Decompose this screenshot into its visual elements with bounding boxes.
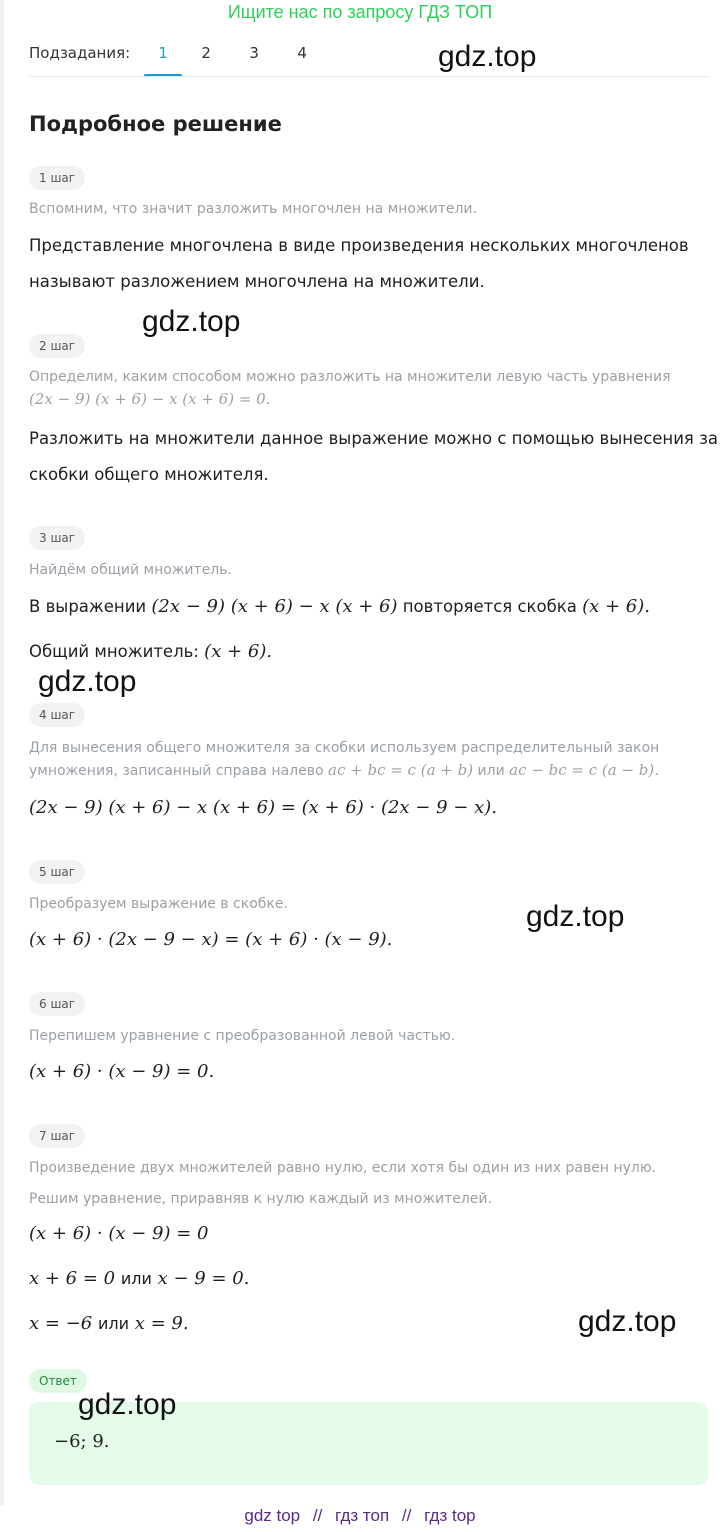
step-3-note: Найдём общий множитель.	[29, 562, 232, 578]
step-7-eq2-left: x + 6 = 0	[29, 1268, 116, 1289]
tab-subtask-2[interactable]: 2	[201, 44, 211, 62]
search-banner[interactable]: Ищите нас по запросу ГДЗ ТОП	[227, 2, 493, 22]
footer-links	[0, 1506, 720, 1526]
step-4-note-line-1: Для вынесения общего множителя за скобки используем распределительный закон	[29, 740, 660, 756]
step-7-eq2-or: или	[120, 1269, 152, 1288]
step-4-note	[29, 737, 659, 782]
watermark-1: gdz.top	[438, 40, 537, 73]
step-7-equation-2	[29, 1268, 249, 1289]
step-4-law-2: ac − bc = c (a − b).	[509, 761, 659, 779]
step-3-prefix: В выражении	[29, 597, 147, 616]
watermark-4: gdz.top	[526, 900, 625, 933]
tab-subtask-1[interactable]: 1	[144, 44, 182, 62]
subtasks-nav	[29, 44, 326, 62]
step-7-eq3-left: x = −6	[29, 1313, 93, 1334]
step-6-note: Перепишем уравнение с преобразованной левой частью.	[29, 1028, 456, 1044]
footer-link-2[interactable]: гдз топ	[335, 1506, 390, 1525]
step-2-badge: 2 шаг	[29, 334, 85, 358]
step-4-badge: 4 шаг	[29, 703, 85, 727]
step-7-badge: 7 шаг	[29, 1124, 85, 1148]
step-7-eq3-or: или	[97, 1314, 129, 1333]
step-2-line-2: скобки общего множителя.	[29, 465, 269, 484]
step-5-equation: (x + 6) · (2x − 9 − x) = (x + 6) · (x − 9).	[29, 929, 393, 950]
watermark-2: gdz.top	[142, 305, 241, 338]
watermark-6: gdz.top	[78, 1388, 177, 1421]
step-3-common-label: Общий множитель:	[29, 642, 199, 661]
tab-subtask-3[interactable]: 3	[249, 44, 259, 62]
step-3-text-a	[29, 589, 650, 625]
answer-value: −6; 9.	[54, 1431, 110, 1452]
step-3-mid: повторяется скобка	[402, 597, 577, 616]
subtasks-label: Подзадания:	[29, 44, 131, 62]
step-1-note: Вспомним, что значит разложить многочлен на множители.	[29, 201, 477, 217]
step-5-note: Преобразуем выражение в скобке.	[29, 896, 288, 912]
step-4-note-line-2	[29, 759, 659, 782]
step-2-text	[29, 421, 718, 493]
step-2-line-1: Разложить на множители данное выражение можно с помощью вынесения за	[29, 429, 718, 448]
step-3-bracket: (x + 6).	[582, 596, 651, 617]
step-7-equation-1: (x + 6) · (x − 9) = 0	[29, 1223, 209, 1244]
footer-link-1[interactable]: gdz top	[244, 1506, 301, 1525]
step-3-expression: (2x − 9) (x + 6) − x (x + 6)	[151, 596, 398, 617]
step-6-badge: 6 шаг	[29, 992, 85, 1016]
tabs-divider	[29, 76, 708, 77]
step-7-eq2-right: x − 9 = 0.	[157, 1268, 250, 1289]
step-5-badge: 5 шаг	[29, 860, 85, 884]
step-1-badge: 1 шаг	[29, 166, 85, 190]
watermark-3: gdz.top	[38, 665, 137, 698]
footer-separator-1: //	[312, 1506, 323, 1525]
step-4-equation: (2x − 9) (x + 6) − x (x + 6) = (x + 6) · (2x − 9 − x).	[29, 797, 497, 818]
step-7-note-line-1: Произведение двух множителей равно нулю, если хотя бы один из них равен нулю.	[29, 1160, 657, 1176]
step-3-common-factor: (x + 6).	[204, 641, 273, 662]
step-4-note-prefix: умножения, записанный справа налево	[29, 763, 324, 779]
page-title: Подробное решение	[29, 112, 282, 136]
step-6-equation: (x + 6) · (x − 9) = 0.	[29, 1061, 215, 1082]
step-7-equation-3	[29, 1313, 189, 1334]
footer-link-3[interactable]: гдз top	[424, 1506, 476, 1525]
step-7-note-line-2: Решим уравнение, приравняв к нулю каждый из множителей.	[29, 1191, 492, 1207]
step-1-text	[29, 228, 689, 300]
step-2-note-text: Определим, каким способом можно разложить на множители левую часть уравнения	[29, 369, 671, 385]
answer-badge: Ответ	[29, 1369, 87, 1393]
watermark-5: gdz.top	[578, 1305, 677, 1338]
step-1-line-1: Представление многочлена в виде произведения нескольких многочленов	[29, 236, 689, 255]
step-7-eq3-right: x = 9.	[134, 1313, 189, 1334]
step-4-law-1: ac + bc = c (a + b)	[328, 761, 474, 779]
step-2-note-math: (2x − 9) (x + 6) − x (x + 6) = 0.	[29, 390, 271, 408]
footer-separator-2: //	[401, 1506, 412, 1525]
tab-subtask-4[interactable]: 4	[297, 44, 307, 62]
step-2-note	[29, 366, 670, 410]
left-edge-bar	[0, 0, 4, 1505]
step-4-note-or: или	[477, 763, 505, 779]
step-1-line-2: называют разложением многочлена на множители.	[29, 272, 485, 291]
step-3-badge: 3 шаг	[29, 526, 85, 550]
